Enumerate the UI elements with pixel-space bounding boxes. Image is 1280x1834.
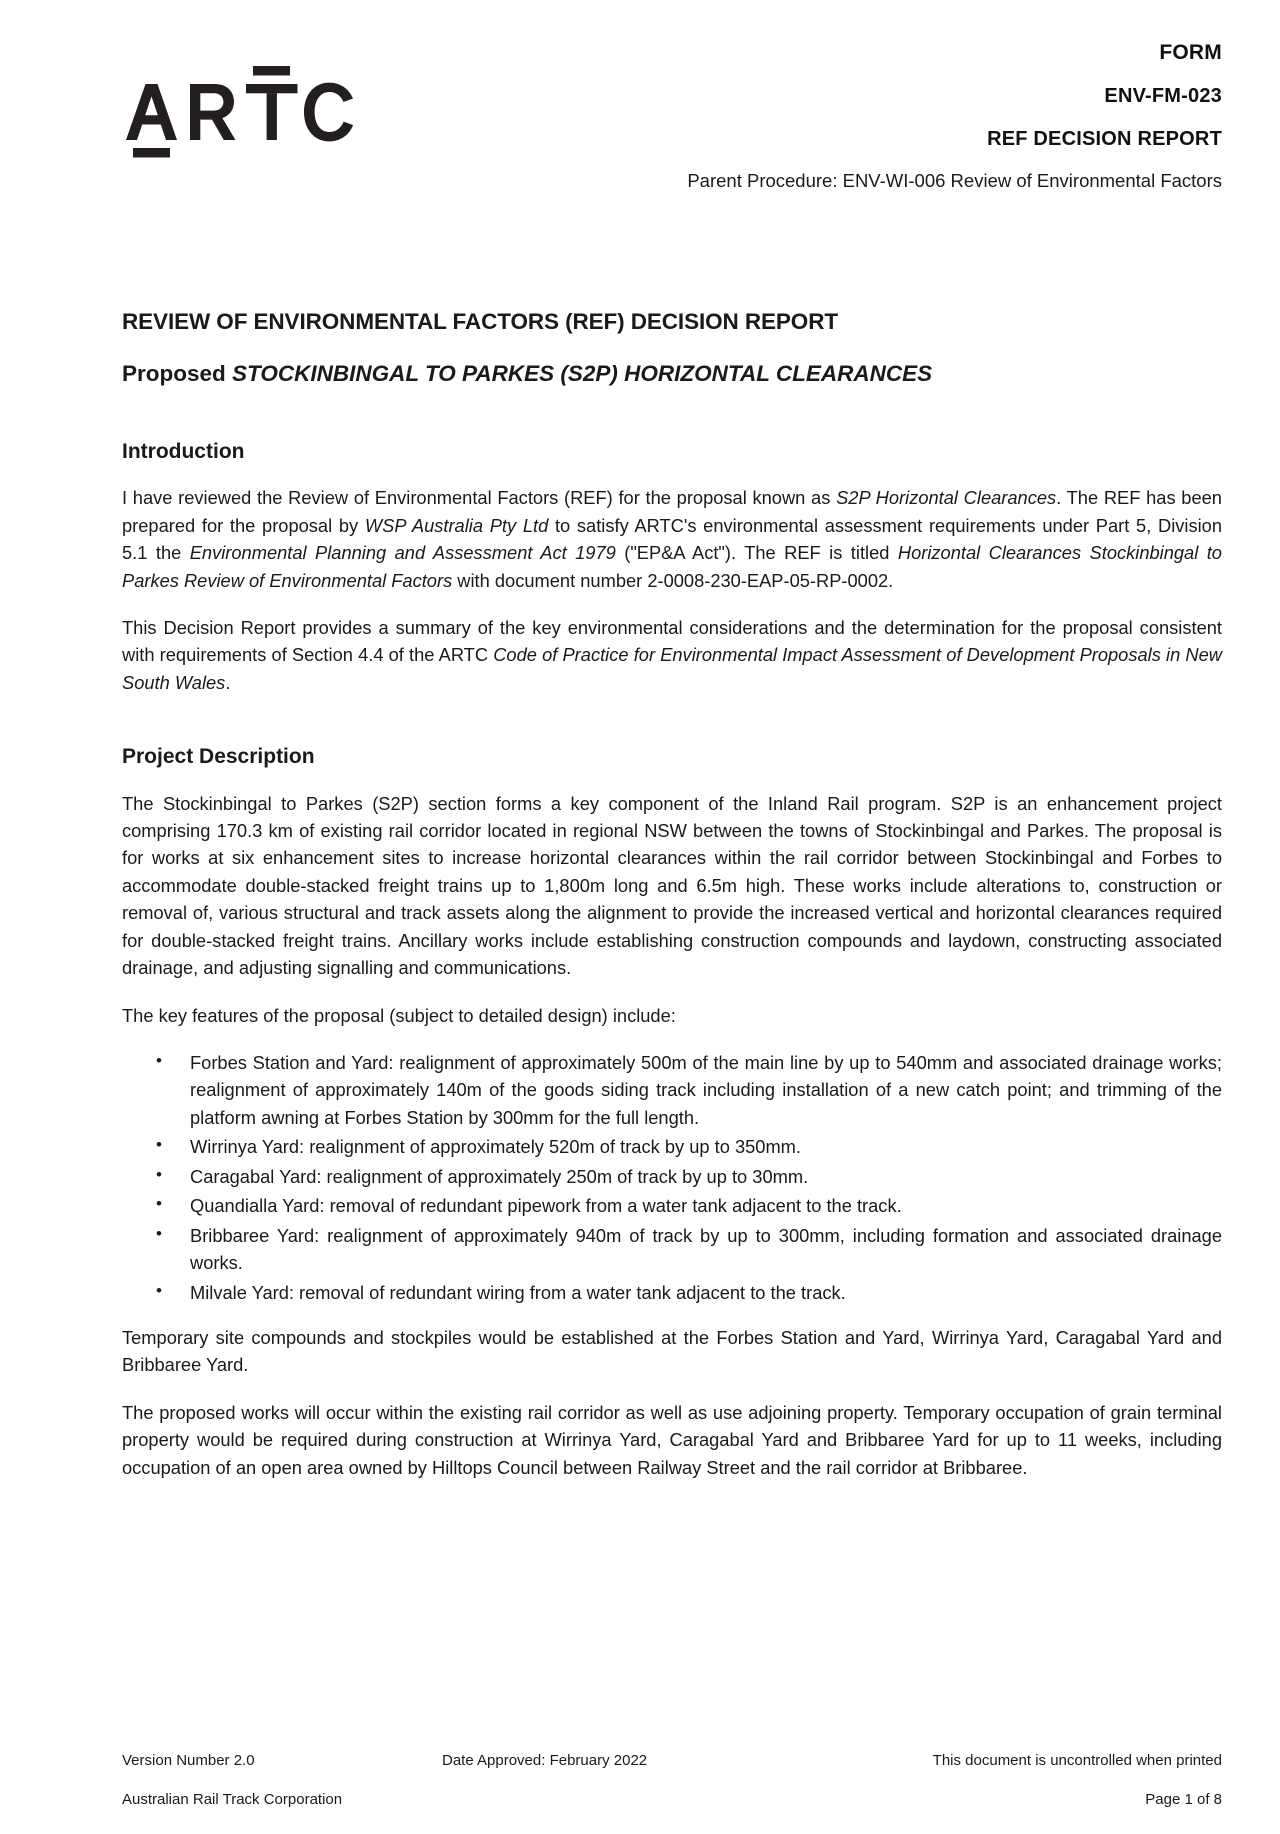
introduction-paragraph-2: [122, 614, 1222, 696]
form-label: FORM: [1159, 41, 1222, 64]
parent-procedure-line: Parent Procedure: ENV-WI-006 Review of Environmental Factors: [687, 170, 1222, 191]
document-header: [0, 0, 1280, 191]
list-item: • Bribbaree Yard: realignment of approximately 940m of track by up to 300mm, including formation and associated drainage works.: [122, 1222, 1222, 1277]
footer-date-approved: Date Approved: February 2022: [442, 1752, 648, 1769]
footer-page-number: Page 1 of 8: [1145, 1791, 1222, 1808]
introduction-paragraph-1: [122, 484, 1222, 594]
project-description-paragraph-2: The key features of the proposal (subject to detailed design) include:: [122, 1004, 676, 1026]
footer-organisation: Australian Rail Track Corporation: [122, 1791, 343, 1808]
intro-p1-seg5: with document number 2-0008-230-EAP-05-RP-0002.: [452, 569, 894, 591]
artc-logo-icon: [122, 62, 358, 162]
header-meta-block: [422, 34, 1222, 191]
intro-p1-italic1: S2P Horizontal Clearances: [836, 487, 1057, 509]
list-item: • Quandialla Yard: removal of redundant pipework from a water tank adjacent to the track.: [122, 1192, 1222, 1219]
document-footer: [0, 1752, 1280, 1808]
list-item: • Forbes Station and Yard: realignment of approximately 500m of the main line by up to 540mm and associated drainage works; realignment of approximately 140m of the goods siding track including installation of a new catch point; and trimming of the platform awning at Forbes Station by 300mm for the full length.: [122, 1049, 1222, 1131]
footer-version: Version Number 2.0: [122, 1752, 255, 1769]
intro-p1-seg1: I have reviewed the Review of Environmental Factors (REF) for the proposal known as: [122, 487, 837, 509]
project-description-paragraph-1: The Stockinbingal to Parkes (S2P) section forms a key component of the Inland Rail program. S2P is an enhancement project comprising 170.3 km of existing rail corridor located in regional NSW between the towns of Stockinbingal and Parkes. The proposal is for works at six enhancement sites to increase horizontal clearances within the rail corridor between Stockinbingal and Forbes to accommodate double-stacked freight trains up to 1,800m long and 6.5m high. These works include alterations to, construction or removal of, various structural and track assets along the alignment to provide the increased vertical and horizontal clearances required for double-stacked freight trains. Ancillary works include establishing construction compounds and laydown, constructing associated drainage, and adjusting signalling and communications.: [122, 792, 1222, 979]
intro-p2-seg1: This Decision Report provides a summary of the key environmental considerations and the determination for the proposal consistent with requirements of Section 4.4 of the ARTC: [122, 617, 1222, 666]
title-block: [122, 309, 1222, 387]
key-features-list: [122, 1049, 1222, 1306]
list-item: • Milvale Yard: removal of redundant wiring from a water tank adjacent to the track.: [122, 1279, 1222, 1306]
list-item: • Wirrinya Yard: realignment of approximately 520m of track by up to 350mm.: [122, 1133, 1222, 1160]
intro-p2-italic1: Code of Practice for Environmental Impact Assessment of Development Proposals in New South Wales: [122, 644, 1222, 693]
subtitle-prefix: Proposed: [122, 361, 233, 387]
document-content: [0, 309, 1280, 1481]
project-description-paragraph-3: Temporary site compounds and stockpiles would be established at the Forbes Station and Yard, Wirrinya Yard, Caragabal Yard and Bribbaree Yard.: [122, 1326, 1222, 1376]
intro-p2-seg2: .: [225, 671, 231, 693]
project-description-paragraph-4: The proposed works will occur within the existing rail corridor as well as use adjoining property. Temporary occupation of grain terminal property would be required during construction at Wirrinya Yard, Caragabal Yard and Bribbaree Yard for up to 11 weeks, including occupation of an open area owned by Hilltops Council between Railway Street and the rail corridor at Bribbaree.: [122, 1401, 1222, 1478]
page-title: REVIEW OF ENVIRONMENTAL FACTORS (REF) DECISION REPORT: [122, 309, 838, 335]
intro-p1-italic4: Horizontal Clearances Stockinbingal to Parkes Review of Environmental Factors: [122, 542, 1222, 591]
subtitle-project-name: STOCKINBINGAL TO PARKES (S2P) HORIZONTAL CLEARANCES: [232, 361, 933, 387]
footer-row-bottom: [122, 1791, 1222, 1808]
artc-logo: [122, 34, 422, 162]
footer-uncontrolled-notice: This document is uncontrolled when printed: [932, 1752, 1222, 1769]
form-code: ENV-FM-023: [1104, 85, 1222, 107]
report-type-label: REF DECISION REPORT: [987, 128, 1222, 150]
intro-p1-seg3: to satisfy ARTC's environmental assessment requirements under Part 5, Division 5.1 the: [122, 514, 1222, 564]
intro-p1-italic3: Environmental Planning and Assessment Act 1979: [189, 542, 616, 564]
section-heading-introduction: Introduction: [122, 440, 245, 464]
intro-p1-italic2: WSP Australia Pty Ltd: [364, 514, 549, 536]
page-subtitle: [122, 361, 1222, 387]
intro-p1-seg2: . The REF has been prepared for the proposal by: [122, 487, 1222, 536]
section-heading-project-description: Project Description: [122, 745, 315, 769]
intro-p1-seg4: ("EP&A Act"). The REF is titled: [615, 542, 898, 564]
list-item: • Caragabal Yard: realignment of approximately 250m of track by up to 30mm.: [122, 1163, 1222, 1190]
footer-row-top: [122, 1752, 1222, 1769]
